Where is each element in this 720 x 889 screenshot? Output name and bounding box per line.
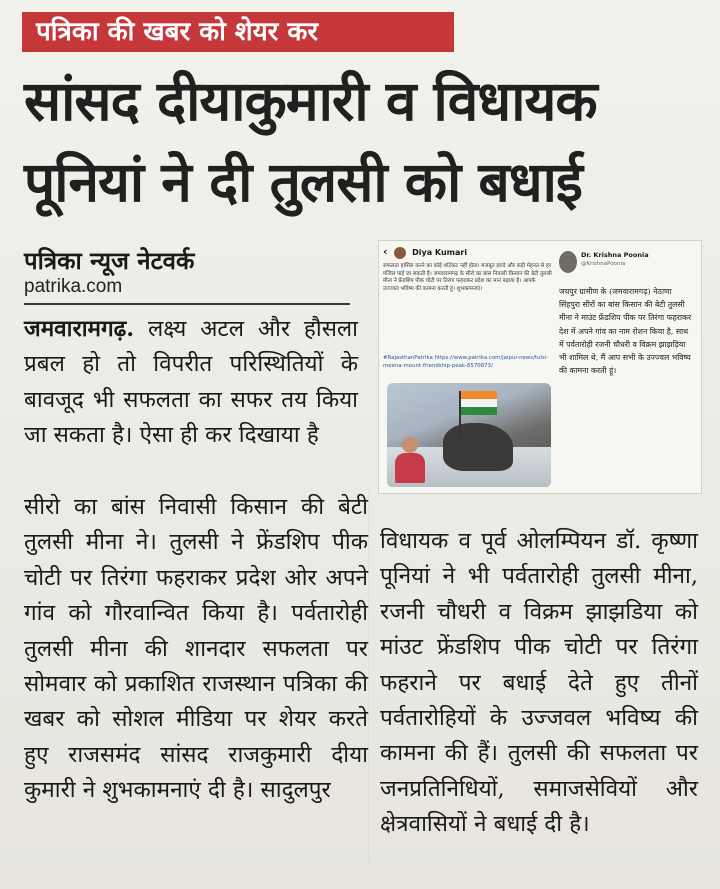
back-arrow-icon: ‹ [383,245,388,258]
column-divider [368,492,369,862]
kicker-banner: पत्रिका की खबर को शेयर कर [22,12,454,52]
post-account-name: Diya Kumari [412,248,468,257]
avatar [394,247,406,259]
article-paragraph-1: लक्ष्य अटल और हौसला प्रबल हो तो विपरीत परिस्थितियों के बावजूद भी सफलता का सफर तय किया जा सकता है। ऐसा ही कर दिखाया है [24,316,358,449]
climber-inset [395,437,425,483]
rock [443,423,513,471]
article-column-top [24,312,358,454]
tricolor-flag-icon [461,391,497,415]
social-post-diya-kumari [383,243,555,489]
headline-line-1: सांसद दीयाकुमारी व विधायक [24,69,597,133]
article-column-left: सीरो का बांस निवासी किसान की बेटी तुलसी मीना ने। तुलसी ने फ्रेंडशिप पीक चोटी पर तिरंगा फहराकर प्रदेश ओर अपने गांव को गौरवान्वित किया है। पर्वतारोही तुलसी मीना की शानदार सफलता पर सोमवार को प्रकाशित राजस्थान पत्रिका की खबर को सोशल मीडिया पर शेयर करते हुए राजसमंद सांसद राजकुमारी दीया कुमारी ने शुभकामनाएं दी है। सादुलपुर [24,494,368,804]
mountain-photo [387,383,551,487]
dateline: जमवारामगढ़. [24,316,135,342]
article-column-right: विधायक व पूर्व ओलम्पियन डॉ. कृष्णा पूनियां ने भी पर्वतारोही तुलसी मीना, रजनी चौधरी व विक्रम झाझडिया को मांउट फ्रेंडशिप पीक चोटी पर तिरंगा फहराने पर बधाई देते हुए तीनों पर्वतारोहियों के उज्जवल भविष्य की कामना की हैं। तुलसी की सफलता पर जनप्रतिनिधियों, समाजसेवियों और क्षेत्रवासियों ने बधाई दी है। [380,528,698,838]
post-account-name: Dr. Krishna Poonia [581,251,649,259]
social-media-screenshot [378,240,702,494]
social-post-krishna-poonia [559,243,697,489]
byline-rule [24,303,350,305]
byline-website: patrika.com [24,276,123,297]
byline-network: पत्रिका न्यूज नेटवर्क [24,247,195,275]
post-account-handle: @KrishnaPoonia [581,261,626,267]
post-text: सफलता हासिल करने का कोई शॉर्टकट नहीं होता। मजबूत इरादे और कड़ी मेहनत से हर मंजिल पाई जा सकती है। जमवारामगढ़ के सीरो का बांस निवासी किसान की बेटी तुलसी मीना ने फ्रेंडशिप पीक चोटी पर तिरंगा फहराकर प्रदेश का मान बढ़ाया है। आपके उज्ज्वल भविष्य की कामना करती हूं। शुभकामनाएं। [383,263,552,292]
headline-line-2: पूनियां ने दी तुलसी को बधाई [24,150,582,214]
post-text: जयपुर ग्रामीण के (जमवारामगढ़) नेठाणा सिंहपुरा सीरों का बांस किसान की बेटी तुलसी मीना ने माउंट फ्रेंडशिप पीक पर तिरंगा फहराकर देश में अपने गांव का नाम रोशन किया है, साथ में पर्वतारोही रजनी चौधरी व विक्रम झाझड़िया भी शामिल थे, मैं आप सभी के उज्ज्वल भविष्य की कामना करती हूं। [559,287,692,376]
post-link: #RajasthanPatrika https://www.patrika.com/jaipur-news/tulsi-meena-mount-friendship-peak-6570873/ [383,355,549,369]
post-header [559,247,697,281]
avatar [559,251,577,273]
post-header [383,245,467,261]
